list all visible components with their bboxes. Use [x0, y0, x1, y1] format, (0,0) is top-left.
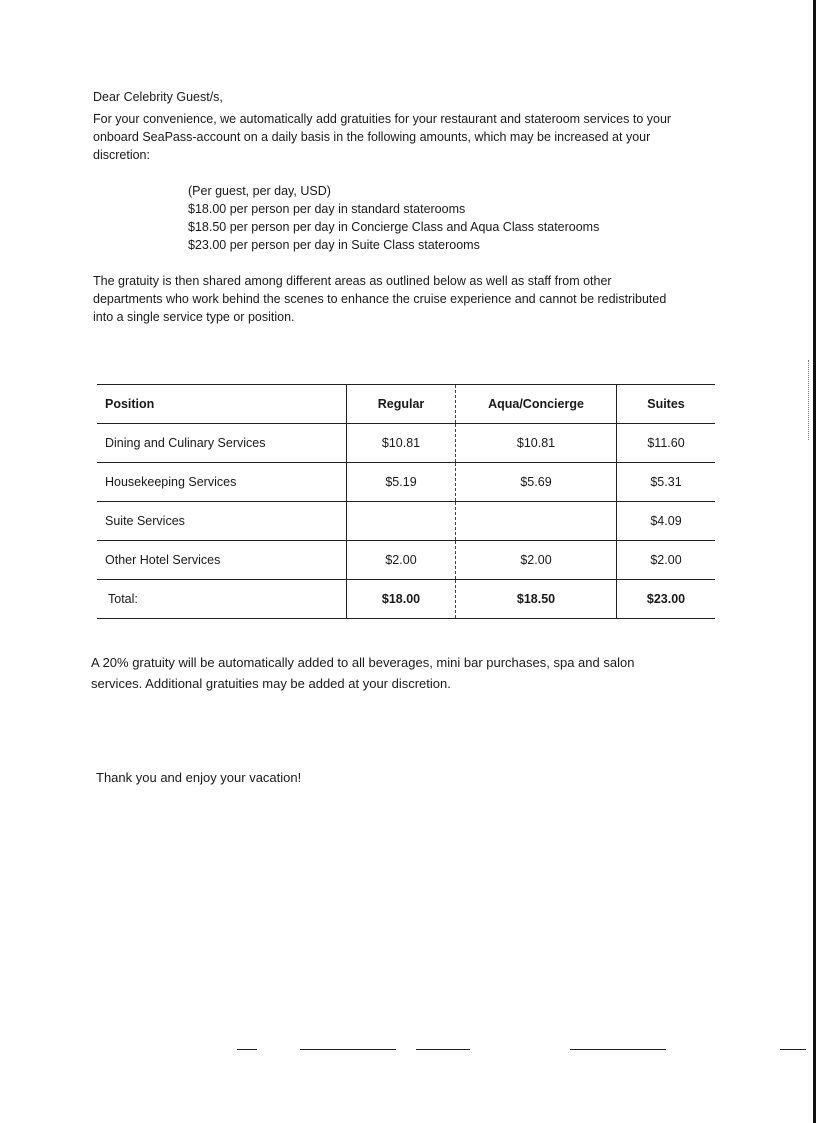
scan-noise — [808, 360, 813, 440]
total-label: Total: — [97, 580, 347, 619]
aqua-cell: $5.69 — [456, 463, 617, 502]
intro-line: For your convenience, we automatically add gratuities for your restaurant and stateroom services to your — [93, 112, 672, 126]
position-cell: Other Hotel Services — [97, 541, 347, 580]
position-cell: Housekeeping Services — [97, 463, 347, 502]
closing-line: Thank you and enjoy your vacation! — [96, 770, 302, 785]
beverage-gratuity-note — [91, 652, 731, 694]
table-row — [97, 463, 715, 502]
footnote-line: A 20% gratuity will be automatically added to all beverages, mini bar purchases, spa and salon — [91, 655, 635, 670]
rate-list — [188, 182, 599, 254]
footer-rule — [780, 1049, 806, 1050]
header-suites: Suites — [617, 385, 716, 424]
table-total-row — [97, 580, 715, 619]
intro-line: onboard SeaPass-account on a daily basis in the following amounts, which may be increased at your — [93, 130, 651, 144]
total-suites: $23.00 — [617, 580, 716, 619]
shared-line: departments who work behind the scenes to enhance the cruise experience and cannot be redistributed — [93, 292, 667, 306]
regular-cell: $2.00 — [347, 541, 456, 580]
table-header-row — [97, 385, 715, 424]
table-row — [97, 424, 715, 463]
suites-cell: $11.60 — [617, 424, 716, 463]
header-regular: Regular — [347, 385, 456, 424]
position-cell: Suite Services — [97, 502, 347, 541]
aqua-cell — [456, 502, 617, 541]
total-aqua-concierge: $18.50 — [456, 580, 617, 619]
footer-rule — [237, 1049, 257, 1050]
rate-list-heading: (Per guest, per day, USD) — [188, 184, 331, 198]
aqua-cell: $10.81 — [456, 424, 617, 463]
gratuity-table — [97, 384, 715, 619]
position-cell: Dining and Culinary Services — [97, 424, 347, 463]
shared-line: The gratuity is then shared among different areas as outlined below as well as staff from other — [93, 274, 612, 288]
footer-rule — [570, 1049, 666, 1050]
header-aqua-concierge: Aqua/Concierge — [456, 385, 617, 424]
shared-paragraph — [93, 272, 733, 326]
suites-cell: $5.31 — [617, 463, 716, 502]
suites-cell: $4.09 — [617, 502, 716, 541]
intro-line: discretion: — [93, 148, 150, 162]
footer-rule — [416, 1049, 470, 1050]
aqua-cell: $2.00 — [456, 541, 617, 580]
regular-cell: $10.81 — [347, 424, 456, 463]
table-row — [97, 541, 715, 580]
header-position: Position — [97, 385, 347, 424]
total-regular: $18.00 — [347, 580, 456, 619]
table-row — [97, 502, 715, 541]
regular-cell — [347, 502, 456, 541]
regular-cell: $5.19 — [347, 463, 456, 502]
rate-concierge-aqua: $18.50 per person per day in Concierge Class and Aqua Class staterooms — [188, 220, 600, 234]
footer-rule — [300, 1049, 396, 1050]
shared-line: into a single service type or position. — [93, 310, 295, 324]
salutation: Dear Celebrity Guest/s, — [93, 90, 223, 104]
suites-cell: $2.00 — [617, 541, 716, 580]
footnote-line: services. Additional gratuities may be added at your discretion. — [91, 676, 451, 691]
rate-suite: $23.00 per person per day in Suite Class staterooms — [188, 238, 480, 252]
rate-standard: $18.00 per person per day in standard staterooms — [188, 202, 466, 216]
intro-paragraph — [93, 110, 733, 164]
